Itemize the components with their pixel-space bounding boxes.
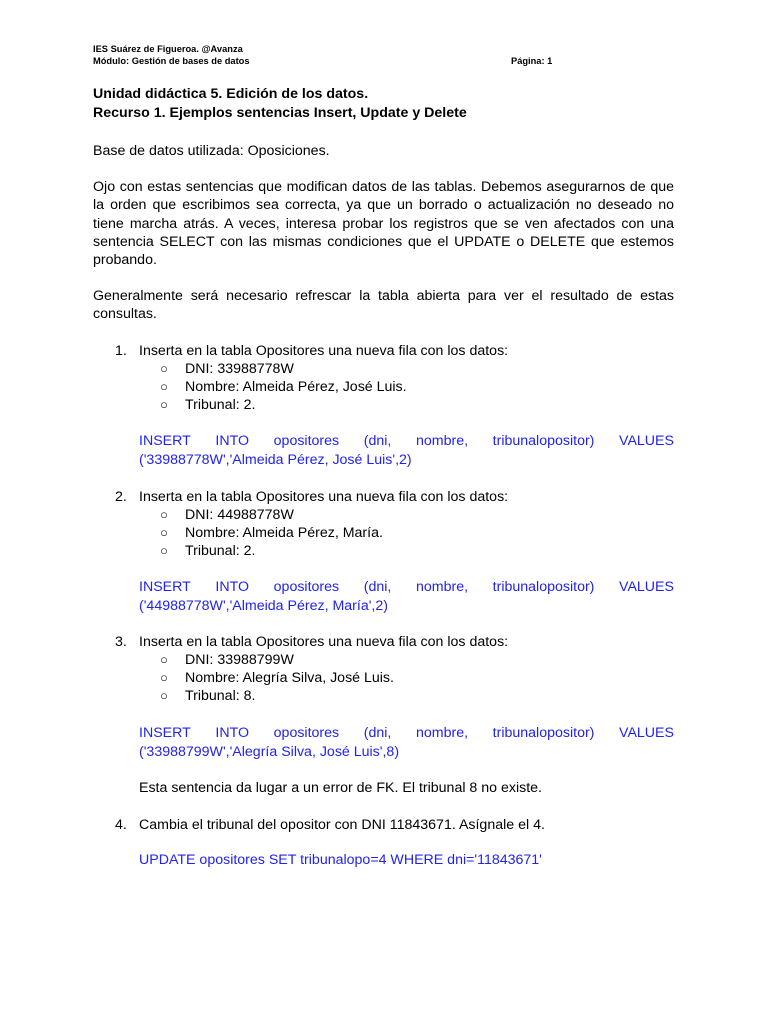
bullet-circle-icon: ○ (160, 652, 168, 667)
sql-word: tribunalopositor) (492, 433, 595, 449)
sql-values: ('44988778W','Almeida Pérez, María',2) (139, 598, 388, 614)
sql-word: VALUES (619, 433, 674, 449)
sql-insert-1 (139, 432, 674, 470)
bullet-circle-icon: ○ (160, 525, 168, 540)
bullet-circle-icon: ○ (160, 507, 168, 522)
sql-word: nombre, (416, 433, 469, 449)
sql-line (139, 724, 674, 743)
sql-values: ('33988799W','Alegría Silva, José Luis',8) (139, 744, 400, 760)
sql-word: INSERT (139, 579, 191, 595)
bullet-circle-icon: ○ (160, 397, 168, 412)
bullet-circle-icon: ○ (160, 379, 168, 394)
sql-insert-3 (139, 724, 674, 762)
bullet-dni: DNI: 33988799W (185, 652, 294, 668)
sql-word: (dni, (363, 433, 392, 449)
list-number: 4. (115, 817, 127, 833)
bullet-circle-icon: ○ (160, 543, 168, 558)
bullet-tribunal: Tribunal: 2. (185, 543, 256, 559)
sql-word: VALUES (619, 579, 674, 595)
list-item-text: Inserta en la tabla Opositores una nueva fila con los datos: (139, 634, 509, 650)
bullet-tribunal: Tribunal: 2. (185, 397, 256, 413)
sql-line (139, 432, 674, 451)
sql-word: INSERT (139, 433, 191, 449)
bullet-tribunal: Tribunal: 8. (185, 688, 256, 704)
database-paragraph: Base de datos utilizada: Oposiciones. (93, 143, 330, 159)
bullet-nombre: Nombre: Almeida Pérez, María. (185, 525, 383, 541)
sql-word: INSERT (139, 725, 191, 741)
sql-word: nombre, (416, 725, 469, 741)
sql-word: opositores (273, 433, 340, 449)
sql-line (139, 578, 674, 597)
bullet-dni: DNI: 33988778W (185, 361, 294, 377)
list-item-text: Cambia el tribunal del opositor con DNI 11843671. Asígnale el 4. (139, 817, 545, 833)
refresh-paragraph: Generalmente será necesario refrescar la tabla abierta para ver el resultado de estas consultas. (93, 288, 674, 323)
sql-word: INTO (215, 579, 250, 595)
fk-error-note: Esta sentencia da lugar a un error de FK. El tribunal 8 no existe. (139, 780, 542, 796)
list-number: 1. (115, 343, 127, 359)
sql-word: INTO (215, 433, 250, 449)
sql-values: ('33988778W','Almeida Pérez, José Luis',2) (139, 452, 412, 468)
header-institution: IES Suárez de Figueroa. @Avanza (93, 44, 243, 54)
sql-insert-2 (139, 578, 674, 616)
bullet-circle-icon: ○ (160, 688, 168, 703)
sql-update-4: UPDATE opositores SET tribunalopo=4 WHERE dni='11843671' (139, 852, 542, 868)
sql-word: opositores (273, 725, 340, 741)
list-number: 2. (115, 489, 127, 505)
bullet-dni: DNI: 44988778W (185, 507, 294, 523)
sql-word: nombre, (416, 579, 469, 595)
sql-word: INTO (215, 725, 250, 741)
unit-title: Unidad didáctica 5. Edición de los datos. (93, 86, 369, 102)
sql-word: (dni, (363, 579, 392, 595)
list-item-text: Inserta en la tabla Opositores una nueva fila con los datos: (139, 343, 509, 359)
warning-paragraph: Ojo con estas sentencias que modifican datos de las tablas. Debemos asegurarnos de que la orden que escribimos sea correcta, ya que un borrado o actualización no deseado no tiene marcha atrás. A veces, interesa probar los registros que se ven afectados con una sentencia SELECT con las mismas condiciones que el UPDATE o DELETE que estemos probando. (93, 179, 674, 269)
bullet-circle-icon: ○ (160, 670, 168, 685)
sql-word: opositores (273, 579, 340, 595)
bullet-nombre: Nombre: Alegría Silva, José Luis. (185, 670, 394, 686)
bullet-nombre: Nombre: Almeida Pérez, José Luis. (185, 379, 407, 395)
bullet-circle-icon: ○ (160, 361, 168, 376)
sql-word: (dni, (363, 725, 392, 741)
sql-word: tribunalopositor) (492, 579, 595, 595)
header-page-number: Página: 1 (511, 56, 553, 66)
resource-title: Recurso 1. Ejemplos sentencias Insert, Update y Delete (93, 105, 467, 121)
header-module: Módulo: Gestión de bases de datos (93, 56, 250, 66)
sql-word: tribunalopositor) (492, 725, 595, 741)
sql-word: VALUES (619, 725, 674, 741)
list-item-text: Inserta en la tabla Opositores una nueva fila con los datos: (139, 489, 509, 505)
list-number: 3. (115, 634, 127, 650)
